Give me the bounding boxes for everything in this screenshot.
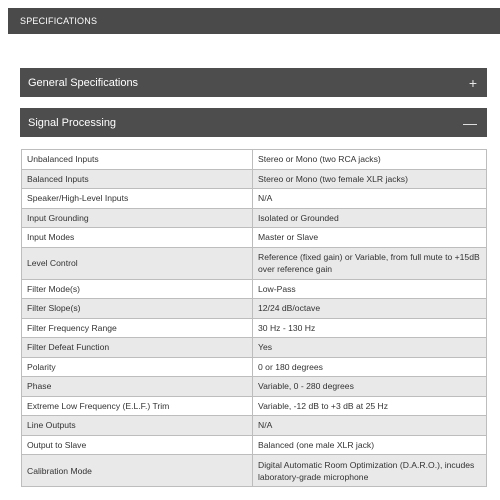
spec-value: Stereo or Mono (two RCA jacks): [253, 150, 487, 170]
table-row: [22, 455, 487, 487]
spec-value: Yes: [253, 338, 487, 358]
spec-value: Balanced (one male XLR jack): [253, 435, 487, 455]
spec-name: Level Control: [22, 247, 253, 279]
table-row: [22, 208, 487, 228]
table-row: [22, 299, 487, 319]
spec-name: Speaker/High-Level Inputs: [22, 189, 253, 209]
table-row: [22, 338, 487, 358]
spec-value: 0 or 180 degrees: [253, 357, 487, 377]
spec-value: Reference (fixed gain) or Variable, from full mute to +15dB over reference gain: [253, 247, 487, 279]
spec-value: Variable, -12 dB to +3 dB at 25 Hz: [253, 396, 487, 416]
table-row: [22, 189, 487, 209]
table-row: [22, 357, 487, 377]
spec-name: Polarity: [22, 357, 253, 377]
spec-name: Output to Slave: [22, 435, 253, 455]
table-row: [22, 435, 487, 455]
table-row: [22, 396, 487, 416]
table-row: [22, 279, 487, 299]
spec-value: Low-Pass: [253, 279, 487, 299]
spec-name: Filter Mode(s): [22, 279, 253, 299]
spec-name: Input Modes: [22, 228, 253, 248]
signal-processing-table: [21, 149, 487, 487]
spec-name: Filter Frequency Range: [22, 318, 253, 338]
spec-value: Stereo or Mono (two female XLR jacks): [253, 169, 487, 189]
spec-name: Filter Slope(s): [22, 299, 253, 319]
table-row: [22, 169, 487, 189]
spec-value: Master or Slave: [253, 228, 487, 248]
table-row: [22, 416, 487, 436]
spec-value: 30 Hz - 130 Hz: [253, 318, 487, 338]
table-row: [22, 377, 487, 397]
accordion-signal-processing[interactable]: [20, 108, 487, 137]
spec-name: Phase: [22, 377, 253, 397]
spec-name: Calibration Mode: [22, 455, 253, 487]
specifications-title: SPECIFICATIONS: [20, 16, 98, 26]
spec-value: Isolated or Grounded: [253, 208, 487, 228]
spec-value: Variable, 0 - 280 degrees: [253, 377, 487, 397]
spec-name: Extreme Low Frequency (E.L.F.) Trim: [22, 396, 253, 416]
accordion-signal-label: Signal Processing: [28, 116, 117, 129]
accordion-general-specifications[interactable]: [20, 68, 487, 97]
table-row: [22, 228, 487, 248]
spec-value: N/A: [253, 416, 487, 436]
spec-name: Filter Defeat Function: [22, 338, 253, 358]
spec-name: Input Grounding: [22, 208, 253, 228]
specifications-header: [8, 8, 500, 34]
spec-value: N/A: [253, 189, 487, 209]
spec-value: Digital Automatic Room Optimization (D.A.R.O.), incudes laboratory-grade microphone: [253, 455, 487, 487]
top-gutter: [0, 0, 500, 8]
minus-icon[interactable]: —: [463, 114, 477, 131]
spec-name: Line Outputs: [22, 416, 253, 436]
spec-name: Unbalanced Inputs: [22, 150, 253, 170]
table-row: [22, 150, 487, 170]
spec-value: 12/24 dB/octave: [253, 299, 487, 319]
plus-icon[interactable]: +: [468, 74, 477, 91]
accordion-general-label: General Specifications: [28, 76, 139, 89]
table-row: [22, 318, 487, 338]
spec-name: Balanced Inputs: [22, 169, 253, 189]
table-row: [22, 247, 487, 279]
